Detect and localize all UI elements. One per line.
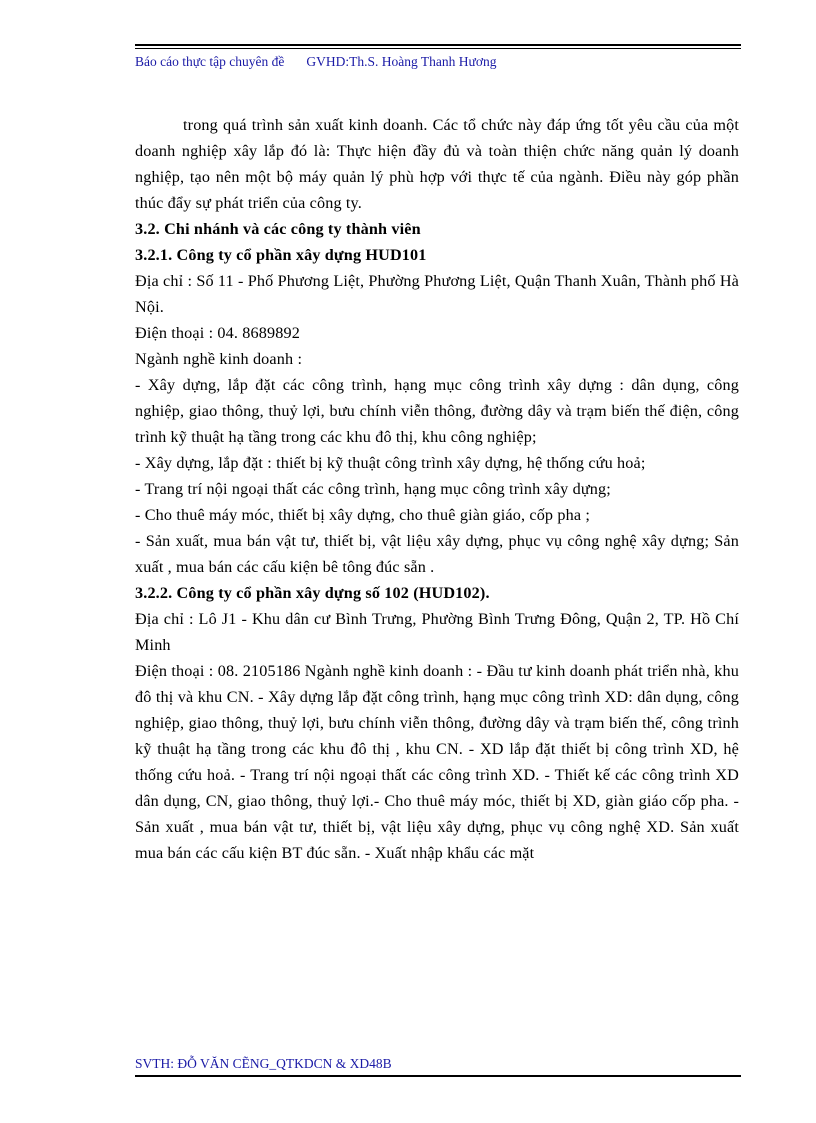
company-1-business-item: - Sản xuất, mua bán vật tư, thiết bị, vật liệu xây dựng, phục vụ công nghệ xây dựng; Sản xuất , mua bán các cấu kiện bê tông đúc sẵn .	[135, 532, 739, 576]
company-1-address: Địa chỉ : Số 11 - Phố Phương Liệt, Phường Phương Liệt, Quận Thanh Xuân, Thành phố Hà Nội.	[135, 272, 739, 316]
page-footer	[135, 1056, 741, 1077]
header-text	[135, 54, 741, 70]
intro-paragraph: trong quá trình sản xuất kinh doanh. Các tổ chức này đáp ứng tốt yêu cầu của một doanh nghiệp xây lắp đó là: Thực hiện đầy đủ và toàn thiện chức năng quản lý doanh nghiệp, tạo nên một bộ máy quản lý phù hợp với thực tế của ngành. Điều này góp phần thúc đẩy sự phát triển của công ty.	[135, 116, 739, 212]
header-rule-thick	[135, 44, 741, 46]
header-report-title: Báo cáo thực tập chuyên đề	[135, 54, 285, 69]
company-1-business-item: - Cho thuê máy móc, thiết bị xây dựng, cho thuê giàn giáo, cốp pha ;	[135, 506, 591, 524]
company-2-details: Điện thoại : 08. 2105186 Ngành nghề kinh doanh : - Đầu tư kinh doanh phát triển nhà, khu đô thị và khu CN. - Xây dựng lắp đặt công trình, hạng mục công trình XD: dân dụng, công nghiệp, giao thông, thuỷ lợi, bưu chính viễn thông, đường dây và trạm biến thế, công trình kỹ thuật hạ tầng trong các khu đô thị , khu CN. - XD lắp đặt thiết bị công trình XD, hệ thống cứu hoả. - Trang trí nội ngoại thất các công trình XD. - Thiết kế các công trình XD dân dụng, CN, giao thông, thuỷ lợi.- Cho thuê máy móc, thiết bị XD, giàn giáo cốp pha. - Sản xuất , mua bán vật tư, thiết bị, vật liệu xây dựng, phục vụ công nghệ XD. Sản xuất mua bán các cấu kiện BT đúc sẵn. - Xuất nhập khẩu các mặt	[135, 662, 739, 862]
footer-rule	[135, 1075, 741, 1077]
page-body	[135, 112, 739, 866]
company-1-heading: 3.2.1. Công ty cổ phần xây dựng HUD101	[135, 246, 427, 264]
company-1-business-item: - Xây dựng, lắp đặt : thiết bị kỹ thuật công trình xây dựng, hệ thống cứu hoả;	[135, 454, 646, 472]
company-2-heading: 3.2.2. Công ty cổ phần xây dựng số 102 (HUD102).	[135, 584, 490, 602]
footer-student: SVTH: ĐỖ VĂN CẼNG_QTKDCN & XD48B	[135, 1056, 392, 1071]
header-supervisor: GVHD:Th.S. Hoàng Thanh Hương	[306, 54, 497, 69]
header-rule-thin	[135, 48, 741, 49]
company-1-business-item: - Xây dựng, lắp đặt các công trình, hạng mục công trình xây dựng : dân dụng, công nghiệp, giao thông, thuỷ lợi, bưu chính viễn thông, đường dây và trạm biến thế điện, công trình kỹ thuật hạ tầng trong các khu đô thị, khu công nghiệp;	[135, 376, 739, 446]
company-2-address: Địa chỉ : Lô J1 - Khu dân cư Bình Trưng, Phường Bình Trưng Đông, Quận 2, TP. Hồ Chí Minh	[135, 610, 739, 654]
company-1-phone: Điện thoại : 04. 8689892	[135, 324, 301, 342]
company-1-business-label: Ngành nghề kinh doanh :	[135, 350, 303, 368]
company-1-business-item: - Trang trí nội ngoại thất các công trình, hạng mục công trình xây dựng;	[135, 480, 611, 498]
page-header	[135, 44, 741, 70]
section-heading: 3.2. Chi nhánh và các công ty thành viên	[135, 220, 421, 238]
